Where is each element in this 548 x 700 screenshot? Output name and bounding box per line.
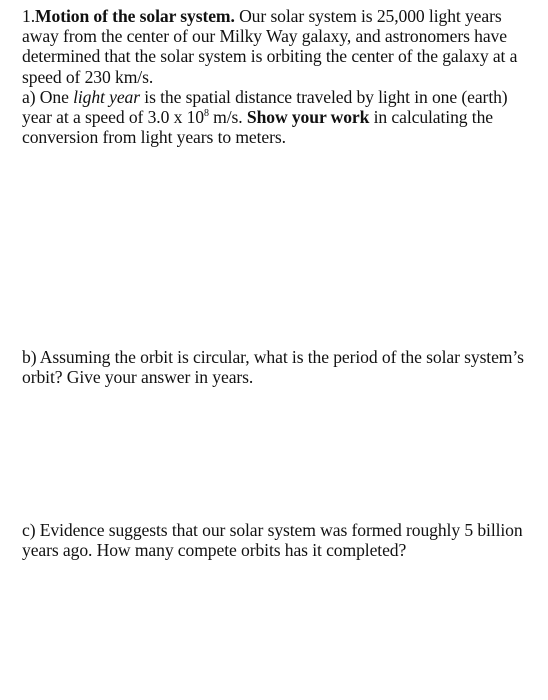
part-a-suffix: in calculating the conversion from light years to meters. xyxy=(22,107,493,148)
part-a-exponent: 8 xyxy=(203,108,209,120)
part-a-prefix: a) One xyxy=(22,86,74,107)
part-a-term: light year xyxy=(73,86,140,107)
part-a-unit-text: m/s. xyxy=(208,107,247,128)
question-intro-text: Our solar system is 25,000 light years away from the center of our Milky Way galaxy, and astronomers have determined that the solar system is orbiting the center of the galaxy at a speed of 230 km/s. xyxy=(22,6,518,87)
question-page xyxy=(22,6,538,561)
question-intro xyxy=(22,6,538,87)
part-c: c) Evidence suggests that our solar system was formed roughly 5 billion years ago. How many compete orbits has it completed? xyxy=(22,520,523,561)
question-title: Motion of the solar system. xyxy=(35,6,235,26)
question-number: 1. xyxy=(22,6,35,26)
part-a xyxy=(22,87,538,148)
part-a-emphasis: Show your work xyxy=(246,107,370,128)
part-a-middle: is the spatial distance traveled by light in one (earth) year at a speed of 3.0 x 10 xyxy=(22,86,508,128)
part-b: b) Assuming the orbit is circular, what is the period of the solar system’s orbit? Give your answer in years. xyxy=(22,347,524,388)
